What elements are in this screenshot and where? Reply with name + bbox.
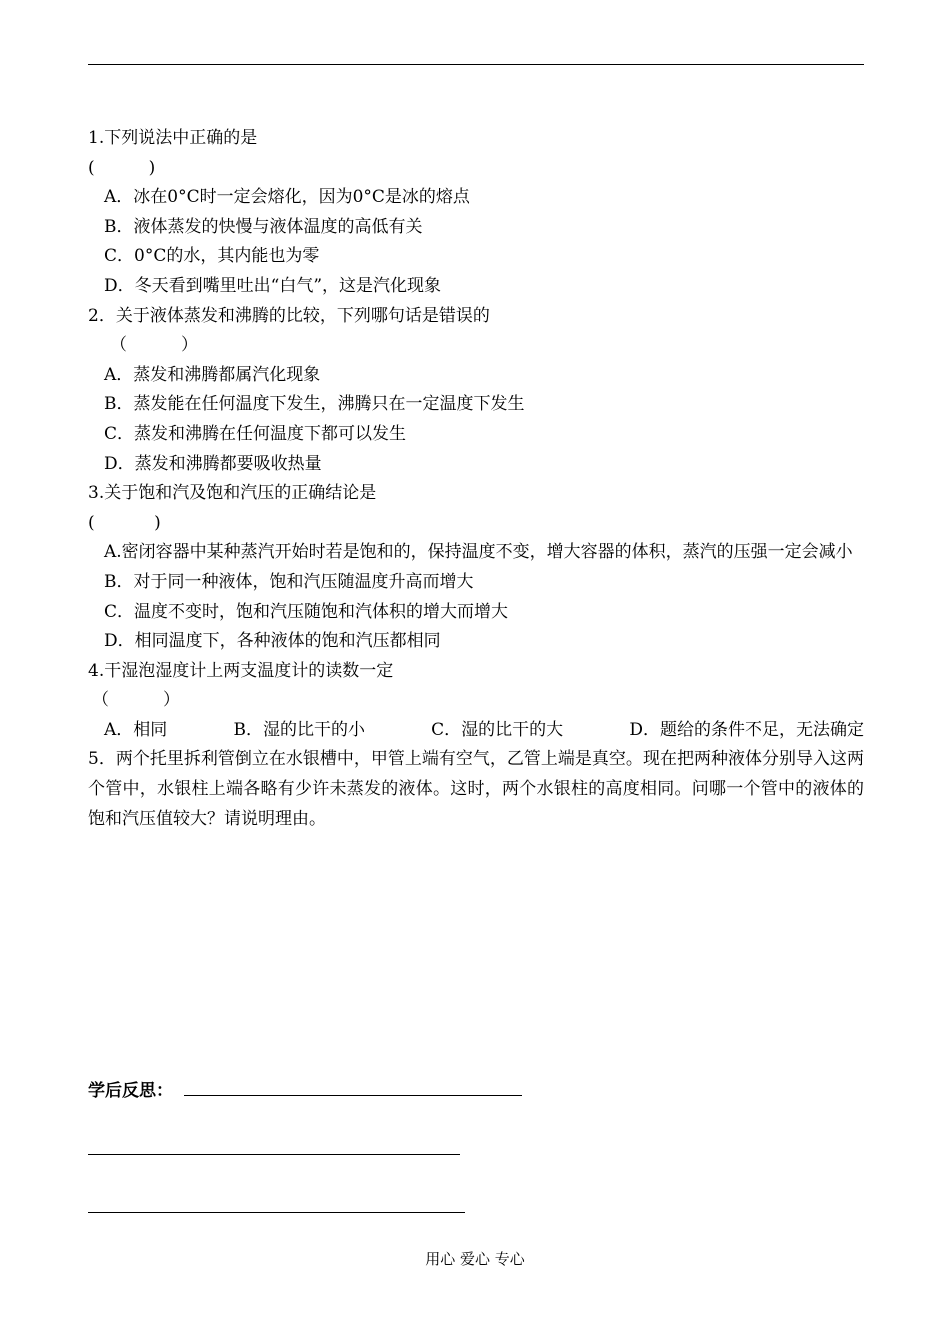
option-c: C．蒸发和沸腾在任何温度下都可以发生 bbox=[104, 423, 407, 444]
reflection-line bbox=[88, 1154, 460, 1155]
option-d: D．蒸发和沸腾都要吸收热量 bbox=[104, 453, 322, 474]
option-b: B．蒸发能在任何温度下发生，沸腾只在一定温度下发生 bbox=[104, 394, 525, 415]
option-b: B．湿的比干的小 bbox=[233, 719, 365, 740]
question-4-stem: 4.干湿泡湿度计上两支温度计的读数一定 bbox=[88, 660, 394, 681]
option-a: A．冰在0°C时一定会熔化，因为0°C是冰的熔点 bbox=[104, 187, 470, 208]
answer-blank: （ ） bbox=[92, 690, 181, 711]
question-3-stem: 3.关于饱和汽及饱和汽压的正确结论是 bbox=[88, 483, 377, 504]
option-d: D．冬天看到嘴里吐出“白气”，这是汽化现象 bbox=[104, 275, 442, 296]
reflection-line bbox=[184, 1095, 522, 1096]
reflection-label: 学后反思： bbox=[88, 1081, 173, 1101]
header-rule bbox=[88, 64, 864, 65]
option-c: C．温度不变时，饱和汽压随饱和汽体积的增大而增大 bbox=[104, 601, 509, 622]
option-a: A.密闭容器中某种蒸汽开始时若是饱和的，保持温度不变，增大容器的体积，蒸汽的压强一定会减小 bbox=[104, 542, 853, 563]
question-list bbox=[88, 124, 864, 834]
option-c: C．0°C的水，其内能也为零 bbox=[104, 246, 320, 267]
reflection-line bbox=[88, 1212, 465, 1213]
option-a: A．相同 bbox=[104, 719, 168, 740]
option-c: C．湿的比干的大 bbox=[431, 719, 564, 740]
question-1-stem: 1.下列说法中正确的是 bbox=[88, 128, 258, 148]
option-row bbox=[88, 716, 864, 746]
question-5-stem: 5．两个托里拆利管倒立在水银槽中，甲管上端有空气，乙管上端是真空。现在把两种液体分别导入这两个管中，水银柱上端各略有少许未蒸发的液体。这时，两个水银柱的高度相同。问哪一个管中的液体的饱和汽压值较大？请说明理由。 bbox=[88, 749, 864, 829]
option-d: D．题给的条件不足，无法确定 bbox=[629, 719, 864, 740]
answer-blank: ( ) bbox=[88, 157, 156, 178]
option-b: B．对于同一种液体，饱和汽压随温度升高而增大 bbox=[104, 571, 474, 592]
page-footer: 用心 爱心 专心 bbox=[425, 1250, 525, 1268]
option-b: B．液体蒸发的快慢与液体温度的高低有关 bbox=[104, 216, 423, 237]
question-2-stem: 2．关于液体蒸发和沸腾的比较，下列哪句话是错误的 bbox=[88, 305, 490, 326]
answer-blank: ( ) bbox=[88, 512, 161, 533]
option-d: D．相同温度下，各种液体的饱和汽压都相同 bbox=[104, 631, 441, 652]
answer-blank: （ ） bbox=[110, 335, 199, 356]
option-a: A．蒸发和沸腾都属汽化现象 bbox=[104, 364, 321, 385]
